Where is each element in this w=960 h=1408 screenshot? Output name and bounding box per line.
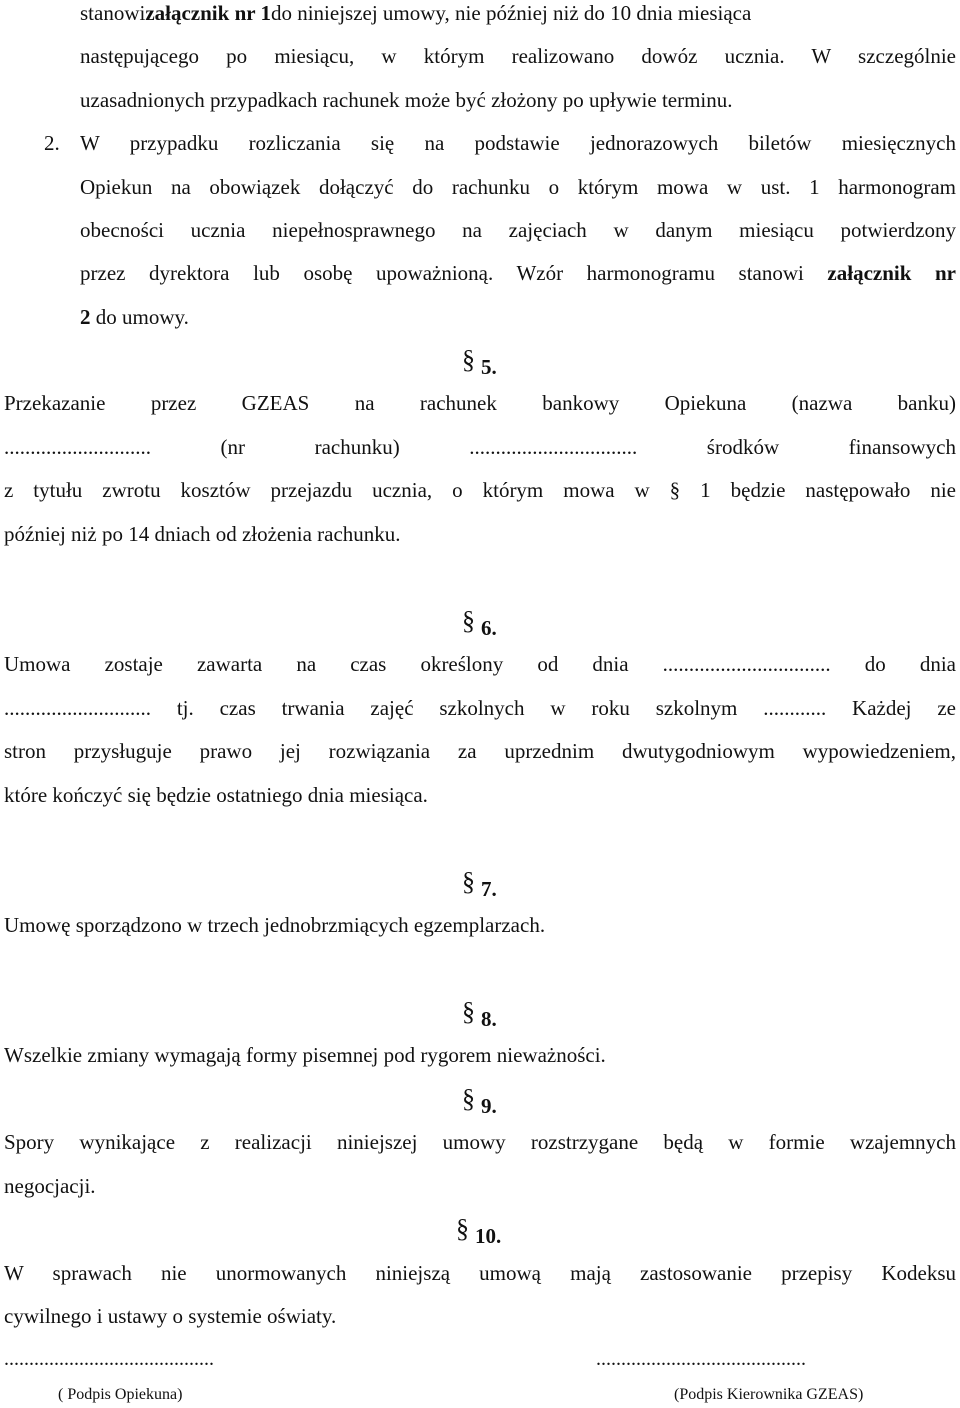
attachment-ref-2: załącznik nr [827, 261, 956, 285]
paragraph-sign-icon: § [456, 1214, 469, 1243]
section-heading-10: § 10. [456, 1214, 502, 1248]
section5-line3: z tytułu zwrotu kosztów przejazdu ucznia, o którym mowa w § 1 będzie następowało nie [4, 478, 956, 502]
item2-line3: obecności ucznia niepełnosprawnego na zajęciach w danym miesiącu potwierdzony [80, 218, 956, 242]
section-heading-5: § 5. [462, 345, 497, 379]
signature-label-guardian: ( Podpis Opiekuna) [58, 1386, 183, 1403]
section9-line2: negocjacji. [4, 1174, 96, 1198]
section-heading-8: § 8. [462, 997, 497, 1031]
item2-line2: Opiekun na obowiązek dołączyć do rachunku o którym mowa w ust. 1 harmonogram [80, 175, 956, 199]
section10-line2: cywilnego i ustawy o systemie oświaty. [4, 1304, 337, 1328]
section5-line1: Przekazanie przez GZEAS na rachunek bankowy Opiekuna (nazwa banku) [4, 391, 956, 415]
section7-line1: Umowę sporządzono w trzech jednobrzmiących egzemplarzach. [4, 913, 546, 937]
paragraph-sign-icon: § [462, 867, 475, 896]
paragraph-sign-icon: § [462, 606, 475, 635]
paragraph-sign-icon: § [462, 345, 475, 374]
attachment-ref-1: załącznik nr 1 [145, 1, 271, 25]
section-heading-6: § 6. [462, 606, 497, 640]
section-heading-9: § 9. [462, 1084, 497, 1118]
item2-number: 2. [44, 131, 60, 155]
signature-line-left: .......................................... [4, 1348, 214, 1370]
paragraph-sign-icon: § [462, 997, 475, 1026]
signature-label-head: (Podpis Kierownika GZEAS) [674, 1386, 864, 1403]
para4-line1 [80, 0, 956, 26]
section6-line2: ............................ tj. czas trwania zajęć szkolnych w roku szkolnym ............ Każdej ze [4, 696, 956, 720]
section-heading-7: § 7. [462, 867, 497, 901]
section9-line1: Spory wynikające z realizacji niniejszej umowy rozstrzygane będą w formie wzajemnych [4, 1130, 956, 1154]
section6-line3: stron przysługuje prawo jej rozwiązania za uprzednim dwutygodniowym wypowiedzeniem, [4, 739, 956, 763]
section6-line1: Umowa zostaje zawarta na czas określony od dnia ................................ do dnia [4, 652, 956, 676]
para4-line2: następującego po miesiącu, w którym realizowano dowóz ucznia. W szczególnie [80, 44, 956, 68]
item2-line4: przez dyrektora lub osobę upoważnioną. Wzór harmonogramu stanowi załącznik nr [80, 261, 956, 285]
paragraph-sign-icon: § [462, 1084, 475, 1113]
item2-line5: 2 do umowy. [80, 305, 189, 329]
signature-line-right: .......................................... [596, 1348, 806, 1370]
para4-line3: uzasadnionych przypadkach rachunek może być złożony po upływie terminu. [80, 88, 733, 112]
text-word: stanowizałącznik nr 1do niniejszej umowy, nie później niż do 10 dnia miesiąca [80, 1, 752, 25]
section5-line4: później niż po 14 dniach od złożenia rachunku. [4, 522, 401, 546]
section5-line2: ............................ (nr rachunku) ................................ środków finansowych [4, 435, 956, 459]
section8-line1: Wszelkie zmiany wymagają formy pisemnej pod rygorem nieważności. [4, 1043, 606, 1067]
item2-line1: W przypadku rozliczania się na podstawie jednorazowych biletów miesięcznych [80, 131, 956, 155]
section10-line1: W sprawach nie unormowanych niniejszą umową mają zastosowanie przepisy Kodeksu [4, 1261, 956, 1285]
section6-line4: które kończyć się będzie ostatniego dnia miesiąca. [4, 783, 428, 807]
